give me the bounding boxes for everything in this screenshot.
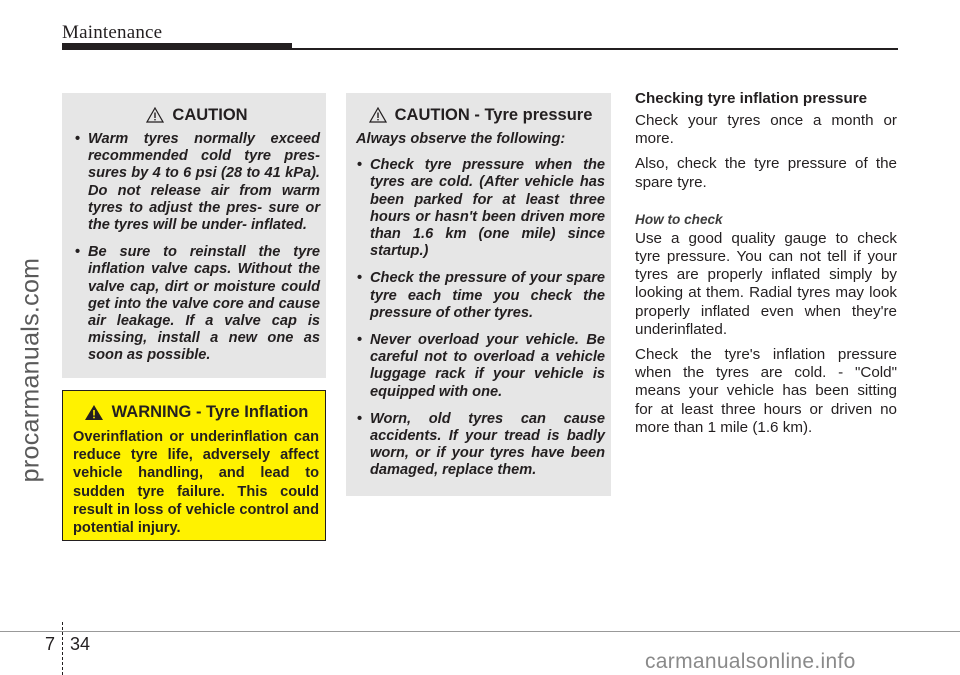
warning-triangle-filled-icon: [84, 404, 104, 421]
body-paragraph: Use a good quality gauge to check tyre pressure. You can not tell if your tyres are properly inflated simply by looking at them. Radial tyres may look properly inflated even when they're underinflated.: [635, 229, 897, 338]
caution-pressure-title: [356, 105, 605, 125]
subsection-heading: How to check: [635, 211, 723, 227]
caution-pressure-list: [356, 157, 605, 479]
page-header-title: Maintenance: [62, 22, 163, 43]
caution-pressure-item: • Worn, old tyres can cause accidents. If your tread is badly worn, or if your tyres have been damaged, replace them.: [356, 411, 605, 480]
caution-pressure-title-text: CAUTION - Tyre pressure: [394, 105, 593, 124]
caution-pressure-item: • Check the pressure of your spare tyre each time you check the pressure of other tyres.: [356, 270, 605, 322]
body-paragraph: Check your tyres once a month or more.: [635, 112, 897, 148]
caution-pressure-intro: Always observe the following:: [356, 131, 566, 147]
warning-triangle-icon: [146, 107, 164, 123]
caution-pressure-box: [346, 93, 611, 496]
footer-rule: [0, 631, 960, 632]
warning-text: Overinflation or underinflation can reduce tyre life, adversely affect vehicle handling, and lead to sudden tyre failure. This could result in loss of vehicle control and potential injury.: [73, 429, 319, 537]
caution-item: • Warm tyres normally exceed recommended cold tyre pres- sures by 4 to 6 psi (28 to 41 kPa). Do not release air from warm tyres to adjust the pres- sure or the tyres will be under- inflated.: [74, 131, 320, 234]
body-paragraph: Check the tyre's inflation pressure when the tyres are cold. - "Cold" means your vehicle has been sitting for at least three hours or driven no more than 1 mile (1.6 km).: [635, 346, 897, 436]
page-number: 34: [70, 634, 91, 654]
header-rule: [292, 48, 898, 50]
chapter-number: 7: [45, 634, 56, 654]
warning-triangle-icon: [369, 107, 387, 123]
caution-list: [74, 131, 320, 365]
caution-pressure-item: • Check tyre pressure when the tyres are cold. (After vehicle has been parked for at least three hours or hasn't been driven more than 1.6 km (one mile) since startup.): [356, 157, 605, 260]
caution-title: [74, 105, 320, 125]
warning-title: [73, 402, 319, 422]
side-watermark: procarmanuals.com: [16, 257, 45, 483]
caution-item: • Be sure to reinstall the tyre inflation valve caps. Without the valve cap, dirt or moisture could get into the valve core and cause air leakage. If a valve cap is missing, install a new one as soon as possible.: [74, 244, 320, 364]
caution-box: [62, 93, 326, 378]
caution-pressure-item: • Never overload your vehicle. Be careful not to overload a vehicle luggage rack if your vehicle is equipped with one.: [356, 332, 605, 401]
warning-box: [62, 390, 326, 541]
footer-divider: [62, 622, 63, 675]
body-paragraph: Also, check the tyre pressure of the spare tyre.: [635, 155, 897, 191]
section-heading: Checking tyre inflation pressure: [635, 90, 868, 107]
checking-section: [635, 90, 897, 444]
caution-title-text: CAUTION: [172, 105, 248, 124]
bottom-watermark: carmanualsonline.info: [645, 650, 856, 673]
header-bar: [62, 43, 292, 50]
warning-title-text: WARNING - Tyre Inflation: [111, 402, 309, 421]
